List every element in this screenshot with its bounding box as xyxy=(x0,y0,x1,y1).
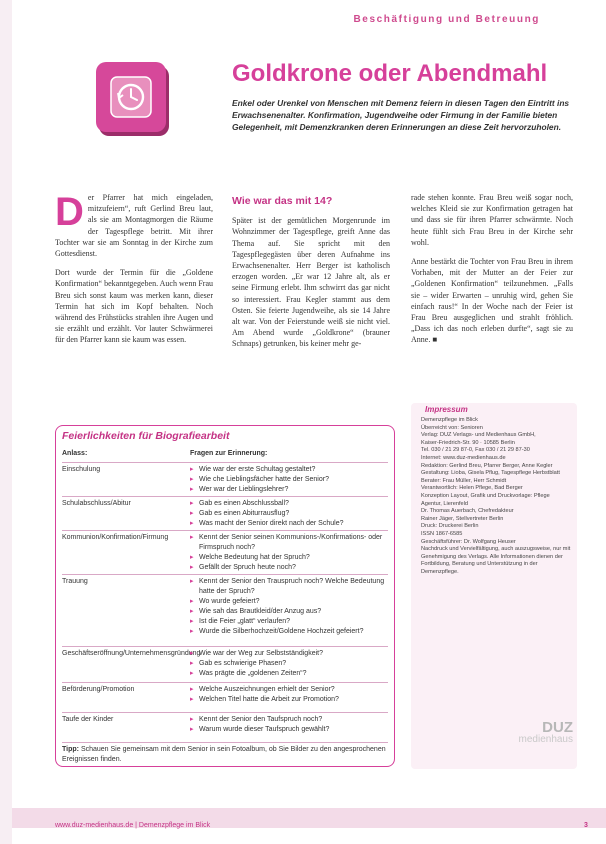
article-column-1 xyxy=(55,192,213,354)
logo-bottom-text: medienhaus xyxy=(518,734,573,745)
occasion-cell: Einschulung xyxy=(62,466,101,473)
table-row xyxy=(62,646,388,681)
occasion-cell: Trauung xyxy=(62,578,88,585)
impressum-text: Demenzpflege im Blick Überreicht von: Senioren Verlag: DUZ Verlags- und Medienhaus GmbH, Kaiser-Friedrich-Str. 90 · 10585 Berlin Tel. 030 / 21 29 87-0, Fax 030 / 21 29 87-30 Internet: www.duz-medienhaus.de Redaktion: Gerlind Breu, Pfarrer Berger, Anne Kegler Gestaltung: Lioba, Gisela Pflug, Tagespflege Herbstblatt Berater: Frau Müller, Herr Schmidt Verantwortlich: Helen Pflege, Bad Berger Konzeption Layout, Grafik und Druckvorlage: Pflege Agentur, Lierenfeld Dr. Thomas Auerbach, Chefredakteur Rainer Jäger, Stellvertreter Berlin Druck: Druckerei Berlin ISSN 1867-6585 Geschäftsführer: Dr. Wolfgang Heuser Nachdruck und Vervielfältigung, auch auszugsweise, nur mit Genehmigung des Verlags. Alle Informationen dienen der Fortbildung, Beratung und Unterstützung in der Demenzpflege. xyxy=(421,417,571,575)
question: ▸ Wie war der erste Schultag gestaltet? xyxy=(190,465,386,475)
question: ▸ Kennt der Senior den Trauspruch noch? Welche Bedeutung hatte der Spruch? xyxy=(190,577,386,597)
question: ▸ Wie war der Weg zur Selbstständigkeit? xyxy=(190,649,386,659)
logo-top-text: DUZ xyxy=(542,719,573,736)
impressum-box xyxy=(411,403,577,769)
tip-note xyxy=(62,742,388,765)
article-column-2 xyxy=(232,196,390,358)
occasion-cell: Taufe der Kinder xyxy=(62,716,114,723)
duz-logo xyxy=(511,719,573,763)
footer-text: www.duz-medienhaus.de | Demenzpflege im Blick xyxy=(55,822,211,829)
questions-list xyxy=(190,685,386,705)
article-title: Goldkrone oder Abendmahl xyxy=(232,60,548,87)
question: ▸ Kennt der Senior den Taufspruch noch? xyxy=(190,715,386,725)
question: ▸ Kennt der Senior seinen Kommunions-/Konfirmations- oder Firmspruch noch? xyxy=(190,533,386,553)
question: ▸ Welchen Titel hatte die Arbeit zur Promotion? xyxy=(190,695,386,705)
impressum-title: Impressum xyxy=(425,405,468,414)
paragraph: Anne bestärkt die Tochter von Frau Breu in ihrem Vorhaben, mit der Mutter an der Feier zur „Goldenen Konfirmation“ teilzunehmen. „Falls sie – wider Erwarten – unruhig wird, gehen Sie einfach raus!“ In der Woche nach der Feier ist Frau Breu ausgeglichen und strahlt fröhlich. „Dass ich das noch erleben durfte“, sagt sie zu Anne. ■ xyxy=(411,257,573,345)
drop-cap: D xyxy=(55,190,84,234)
paragraph: rade stehen konnte. Frau Breu weiß sogar noch, welches Kleid sie zur Konfirmation getragen hat und dass sie für ihren Pfarrer schwärmte. Noch heute fühlt sich Frau Breu in der Kirche sehr wohl. xyxy=(411,193,573,247)
question: ▸ Ist die Feier „glatt“ verlaufen? xyxy=(190,617,386,627)
table-row xyxy=(62,682,388,709)
article-column-3 xyxy=(411,192,573,354)
table-row xyxy=(62,530,388,575)
question: ▸ Wo wurde gefeiert? xyxy=(190,597,386,607)
clock-rewind-icon xyxy=(96,62,166,132)
question: ▸ Wie sah das Brautkleid/der Anzug aus? xyxy=(190,607,386,617)
questions-list xyxy=(190,649,386,679)
questions-list xyxy=(190,577,386,637)
questions-list xyxy=(190,715,386,735)
question: ▸ Gefällt der Spruch heute noch? xyxy=(190,563,386,573)
left-margin-strip xyxy=(0,0,12,844)
column-header-questions: Fragen zur Erinnerung: xyxy=(190,450,268,457)
question: ▸ Gab es schwierige Phasen? xyxy=(190,659,386,669)
occasion-cell: Kommunion/Konfirmation/Firmung xyxy=(62,534,169,541)
question: ▸ Wurde die Silberhochzeit/Goldene Hochzeit gefeiert? xyxy=(190,627,386,637)
article-intro: Enkel oder Urenkel von Menschen mit Demenz feiern in diesen Tagen den Eintritt ins Erwachsenenalter. Konfirmation, Jugendweihe oder Firmung in der Familie bieten Gelegenheit, mit Demenzkranken deren Erinnerungen an diese Zeit hervorzuholen. xyxy=(232,98,570,132)
table-row xyxy=(62,712,388,739)
question: ▸ Welche Auszeichnungen erhielt der Senior? xyxy=(190,685,386,695)
questions-list xyxy=(190,533,386,573)
table-title: Feierlichkeiten für Biografiearbeit xyxy=(62,430,230,442)
tip-text: Schauen Sie gemeinsam mit dem Senior in sein Fotoalbum, ob Sie Bilder zu den angesprochenen Ereignissen finden. xyxy=(62,746,386,763)
section-label: Beschäftigung und Betreuung xyxy=(353,14,540,25)
questions-list xyxy=(190,465,386,495)
question: ▸ Was macht der Senior direkt nach der Schule? xyxy=(190,519,386,529)
paragraph: Später ist der gemütlichen Morgenrunde im Wohnzimmer der Tagespflege, greift Anne das Thema auf. Sie spricht mit den Tagespflegegästen über deren Aufnahme ins Erwachsenenalter. Herr Berger ist katholisch erzogen worden. „Er war 12 Jahre alt, als er seine Firmung erlebt. Ihm schwirrt das gar nicht so interessiert. Frau Kegler stammt aus dem Osten. Sie feierte Jugendweihe, als sie 14 Jahre alt war. Von der Feierstunde weiß sie nicht viel. Am Abend wurde „Goldkrone“ (brauner Schnaps) getrunken, bis keiner mehr ge- xyxy=(232,216,390,349)
section-heading: Wie war das mit 14? xyxy=(232,195,333,207)
table-row xyxy=(62,462,388,495)
paragraph: er Pfarrer hat mich eingeladen, mitzufeiern“, ruft Gerlind Breu laut, als sie am Montagmorgen die Räume der Tagespflege betritt. Mit ihrer Tochter war sie am Sonntag in der Kirche zum Gottesdienst. xyxy=(55,193,213,259)
question: ▸ Gab es einen Abiturrausflug? xyxy=(190,509,386,519)
question: ▸ Gab es einen Abschlussball? xyxy=(190,499,386,509)
table-row xyxy=(62,574,388,639)
paragraph: Dort wurde der Termin für die „Goldene Konfirmation“ bekanntgegeben. Auch wenn Frau Breu sich sonst kaum was merken kann, dieser Termin hat sich im Kopf behalten. Noch während des Frühstücks strahlen ihre Augen und sie erzählt und erzählt. Vor lauter Schwärmerei für den Pfarrer kann sie kaum was essen. xyxy=(55,268,213,345)
question: ▸ Warum wurde dieser Taufspruch gewählt? xyxy=(190,725,386,735)
tip-label: Tipp: xyxy=(62,746,79,753)
question: ▸ Wie che Lieblingsfächer hatte der Senior? xyxy=(190,475,386,485)
question: ▸ Welche Bedeutung hat der Spruch? xyxy=(190,553,386,563)
question: ▸ Wer war der Lieblingslehrer? xyxy=(190,485,386,495)
column-header-occasion: Anlass: xyxy=(62,450,88,457)
occasion-cell: Geschäftseröffnung/Unternehmensgründung xyxy=(62,650,201,657)
occasion-cell: Beförderung/Promotion xyxy=(62,686,135,693)
occasion-cell: Schulabschluss/Abitur xyxy=(62,500,131,507)
biography-table xyxy=(55,425,395,767)
question: ▸ Was prägte die „goldenen Zeiten“? xyxy=(190,669,386,679)
page-number: 3 xyxy=(584,822,588,829)
questions-list xyxy=(190,499,386,529)
table-row xyxy=(62,496,388,529)
